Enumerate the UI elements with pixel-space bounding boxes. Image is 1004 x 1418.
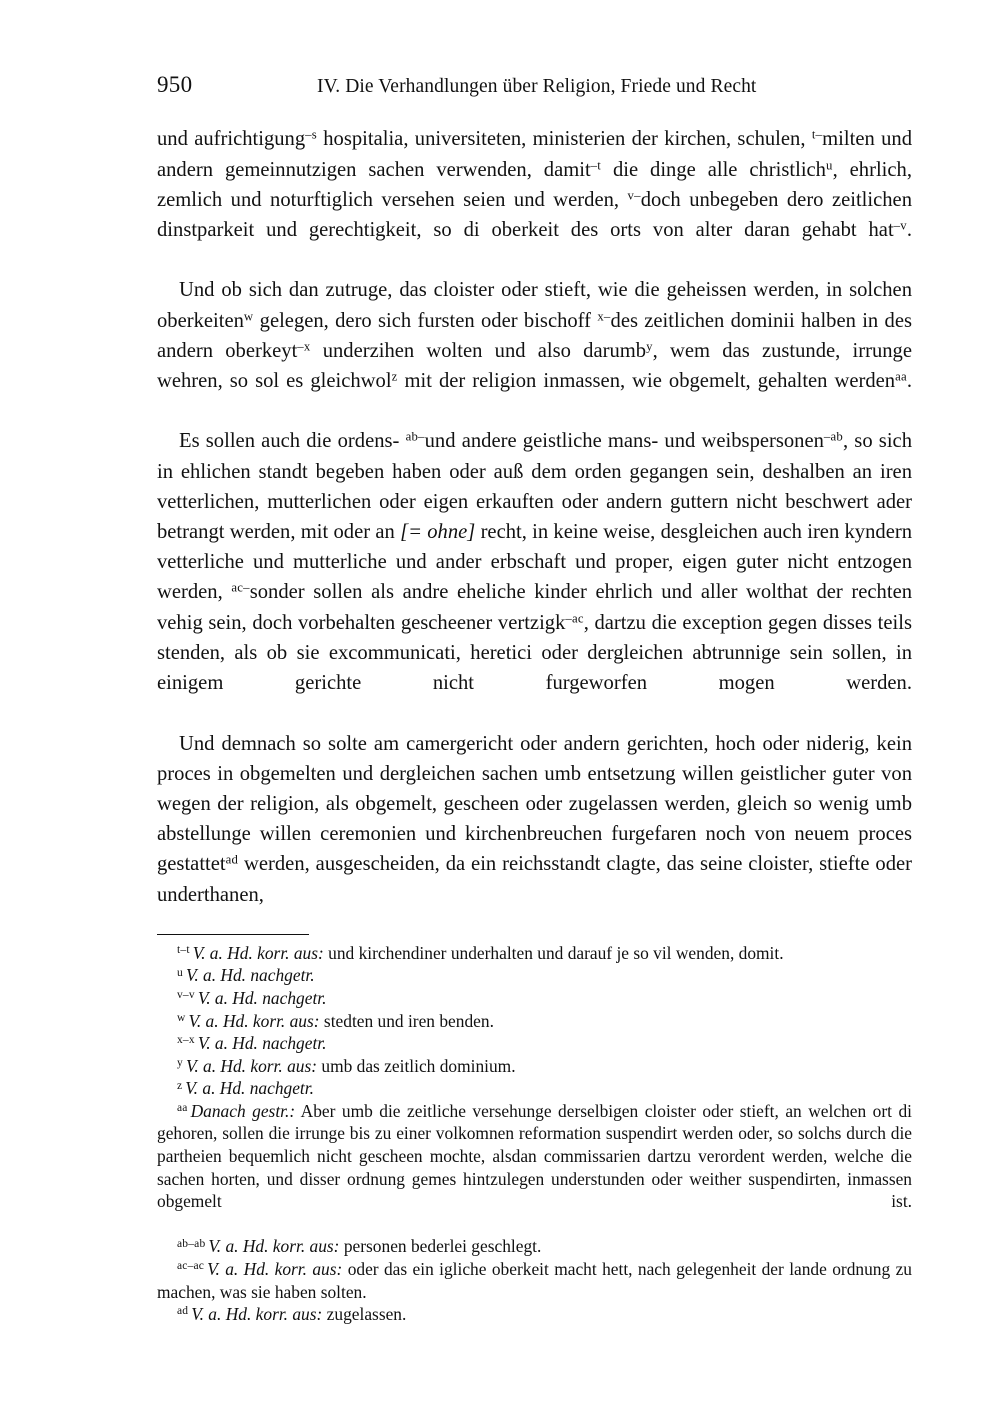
italic-text: V. a. Hd. korr. aus: bbox=[185, 1055, 318, 1076]
footnote-marker: t–t bbox=[177, 943, 190, 956]
italic-text: V. a. Hd. nachgetr. bbox=[185, 965, 315, 986]
footnote-reference-marker: –ab bbox=[823, 429, 843, 444]
footnote-reference-marker: y bbox=[646, 339, 653, 354]
text-run: zugelassen. bbox=[322, 1304, 407, 1325]
text-run: des zeitlichen dominii halben in des andern oberkeyt bbox=[157, 309, 912, 362]
footnote-entry bbox=[157, 1235, 912, 1258]
footnote-reference-marker: x– bbox=[597, 309, 611, 324]
footnote-marker: aa bbox=[177, 1102, 188, 1115]
running-title: IV. Die Verhandlungen über Religion, Friede und Recht bbox=[317, 76, 757, 97]
text-run: recht, in keine weise, desgleichen auch iren kyndern vetterliche und mutterliche und ander erbschaft und proper, eigen guter nicht entzogen werden, bbox=[157, 521, 912, 604]
text-run: hospitalia, universiteten, ministerien der kirchen, schulen, bbox=[316, 128, 812, 151]
text-run: , dartzu die exception gegen disses teils stenden, als ob sie excommunicati, heretici oder dergleichen abtrunnige sein sollen, in einigem gerichte nicht furgeworfen mogen werden. bbox=[157, 611, 912, 695]
body-paragraph bbox=[157, 426, 912, 728]
text-run: mit der religion inmassen, wie obgemelt, gehalten werden bbox=[397, 370, 896, 393]
footnote-reference-marker: u bbox=[825, 158, 833, 172]
footnote-entry bbox=[157, 1077, 912, 1100]
text-run: underzihen wolten und also darumb bbox=[310, 339, 647, 362]
text-run: , ehrlich, zemlich und noturftiglich versehen seien und werden, bbox=[157, 158, 912, 211]
footnote-reference-marker: –x bbox=[297, 339, 311, 354]
body-text bbox=[157, 124, 912, 909]
body-paragraph bbox=[157, 729, 912, 910]
text-run: . bbox=[906, 370, 912, 393]
italic-text: Danach gestr.: bbox=[190, 1100, 296, 1121]
body-paragraph bbox=[157, 124, 912, 275]
text-run: oder das ein igliche oberkeit macht hett, nach gelegenheit der lande ordnung zu machen, was sie haben solten. bbox=[157, 1259, 912, 1302]
text-run: Und ob sich dan zutruge, das cloister oder stieft, wie die geheissen werden, in solchen oberkeiten bbox=[157, 279, 912, 332]
footnote-entry bbox=[157, 1010, 912, 1033]
footnote-marker: u bbox=[177, 966, 183, 979]
italic-text: V. a. Hd. korr. aus: bbox=[192, 942, 324, 963]
page-content bbox=[157, 72, 912, 1326]
italic-text: V. a. Hd. korr. aus: bbox=[188, 1010, 320, 1031]
footnote-entry bbox=[157, 1032, 912, 1055]
footnote-reference-marker: –s bbox=[305, 127, 317, 142]
footnote-marker: ad bbox=[177, 1305, 189, 1318]
footnote-entry bbox=[157, 964, 912, 987]
page-number: 950 bbox=[157, 72, 193, 97]
text-run: und aufrichtigung bbox=[157, 128, 306, 151]
text-run: und kirchendiner underhalten und darauf je so vil wenden, domit. bbox=[323, 942, 784, 963]
italic-text: V. a. Hd. korr. aus: bbox=[191, 1304, 323, 1325]
running-head bbox=[157, 72, 912, 98]
footnote-entry bbox=[157, 1258, 912, 1303]
italic-text: V. a. Hd. nachgetr. bbox=[197, 987, 327, 1008]
footnote-marker: ac–ac bbox=[177, 1260, 205, 1273]
text-run: , so sich in ehlichen standt begeben haben oder auß dem orden gegangen sein, deshalben an iren vetterlichen, mutterlichen oder eigen erkauften oder andern guttern nicht beschwert ader betrangt werden, mit oder an bbox=[157, 430, 912, 544]
footnote-entry bbox=[157, 942, 912, 965]
italic-text: V. a. Hd. nachgetr. bbox=[185, 1078, 314, 1099]
italic-text: V. a. Hd. nachgetr. bbox=[197, 1033, 327, 1054]
body-paragraph bbox=[157, 275, 912, 426]
footnote-apparatus bbox=[157, 942, 912, 1326]
footnote-reference-marker: w bbox=[243, 309, 254, 324]
footnote-marker: y bbox=[177, 1056, 183, 1069]
footnote-separator-rule bbox=[157, 934, 309, 935]
italic-text: [= ohne] bbox=[400, 521, 476, 544]
footnote-reference-marker: v– bbox=[627, 188, 641, 203]
text-run: Aber umb die zeitliche versehunge derselbigen cloister oder stieft, an welchen ort di gehoren, sollen die irrunge bis zu einer volkomnen reformation suspendirt werden oder, so solchs durch die partheien bequemlich nicht gescheen mochte, alsdan commissarien dartzu verordent werden, welche die sachen horten, und disser ordnung gemes hintzulegen understunden oder weither suspendirten, inmassen obgemelt ist. bbox=[157, 1100, 912, 1212]
footnote-reference-marker: –v bbox=[893, 218, 907, 233]
italic-text: V. a. Hd. korr. aus: bbox=[207, 1259, 343, 1280]
footnote-entry bbox=[157, 1100, 912, 1236]
footnote-reference-marker: ad bbox=[225, 852, 239, 867]
text-run: werden, ausgescheiden, da ein reichsstandt clagte, das seine cloister, stiefte oder underthanen, bbox=[157, 853, 912, 906]
text-run: die dinge alle christlich bbox=[601, 158, 826, 181]
footnote-marker: z bbox=[177, 1079, 183, 1092]
text-run: und andere geistliche mans- und weibspersonen bbox=[424, 430, 824, 453]
footnote-reference-marker: –t bbox=[590, 158, 602, 172]
text-run: Es sollen auch die ordens- bbox=[179, 430, 406, 453]
footnote-reference-marker: ab– bbox=[405, 429, 425, 444]
footnote-reference-marker: aa bbox=[895, 369, 907, 384]
footnote-marker: v–v bbox=[177, 989, 195, 1002]
footnote-reference-marker: z bbox=[391, 369, 398, 384]
text-run: Und demnach so solte am camergericht oder andern gerichten, hoch oder niderig, kein proces in obgemelten und dergleichen sachen umb entsetzung willen geistlicher guter von wegen der religion, als obgemelt, gescheen oder zugelassen werden, gleich so wenig umb abstellunge willen ceremonien und kirchenbreuchen furgefaren noch von neuem proces gestattet bbox=[157, 732, 912, 876]
text-run: personen bederlei geschlegt. bbox=[339, 1236, 542, 1257]
footnote-reference-marker: ac– bbox=[231, 580, 250, 595]
footnote-marker: ab–ab bbox=[177, 1237, 206, 1250]
text-run: . bbox=[906, 219, 912, 242]
text-run: gelegen, dero sich fursten oder bischoff bbox=[253, 309, 598, 332]
footnote-entry bbox=[157, 1055, 912, 1078]
text-run: sonder sollen als andre eheliche kinder ehrlich und aller wolthat der rechten vehig sein, doch vorbehalten gescheener vertzigk bbox=[157, 581, 913, 634]
text-run: umb das zeitlich dominium. bbox=[317, 1055, 516, 1076]
footnote-entry bbox=[157, 987, 912, 1010]
text-run: milten und andern gemeinnutzigen sachen verwenden, damit bbox=[157, 128, 912, 181]
footnote-reference-marker: –ac bbox=[565, 611, 584, 626]
italic-text: V. a. Hd. korr. aus: bbox=[208, 1236, 340, 1257]
text-run: doch unbegeben dero zeitlichen dinstparkeit und gerechtigkeit, so di oberkeit des orts von alter daran gehabt hat bbox=[157, 188, 912, 242]
footnote-entry bbox=[157, 1303, 912, 1326]
text-run: stedten und iren benden. bbox=[319, 1010, 494, 1031]
footnote-reference-marker: t– bbox=[811, 127, 823, 142]
text-run: , wem das zustunde, irrunge wehren, so sol es gleichwol bbox=[157, 339, 912, 393]
footnote-marker: x–x bbox=[177, 1034, 195, 1047]
footnote-marker: w bbox=[177, 1011, 186, 1024]
